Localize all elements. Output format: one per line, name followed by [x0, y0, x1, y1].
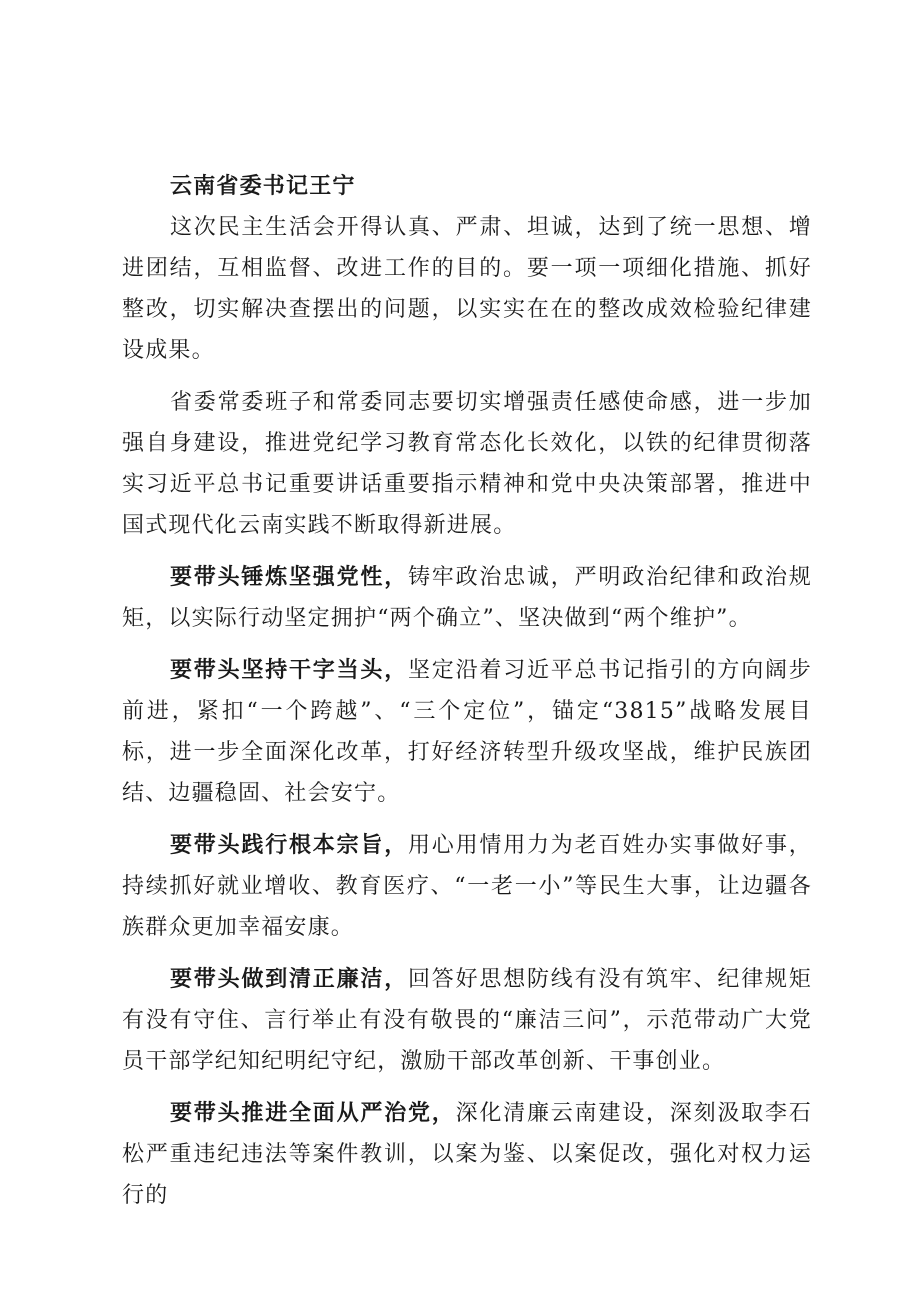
paragraph-5: [122, 825, 812, 948]
paragraph-lead: 要带头做到清正廉洁，: [170, 966, 408, 992]
paragraph-text: 回答好思想防线有没有筑牢、纪律规矩有没有守住、言行举止有没有敬畏的“廉洁三问”，示范带动广大党员干部学纪知纪明纪守纪，激励干部改革创新、干事创业。: [122, 967, 812, 1074]
paragraph-text: 铸牢政治忠诚，严明政治纪律和政治规矩，以实际行动坚定拥护“两个确立”、坚决做到“两个维护”。: [122, 565, 812, 631]
paragraph-lead: 要带头推进全面从严治党，: [170, 1100, 456, 1126]
paragraph-3: [122, 557, 812, 639]
paragraph-lead: 要带头锤炼坚强党性，: [170, 564, 408, 590]
paragraph-text: 用心用情用力为老百姓办实事做好事，持续抓好就业增收、教育医疗、“一老一小”等民生大事，让边疆各族群众更加幸福安康。: [122, 833, 812, 940]
paragraph-lead: 要带头坚持干字当头，: [170, 657, 408, 683]
paragraph-6: [122, 959, 812, 1082]
paragraph-7: [122, 1093, 812, 1216]
paragraph-text: 这次民主生活会开得认真、严肃、坦诚，达到了统一思想、增进团结，互相监督、改进工作的目的。要一项一项细化措施、抓好整改，切实解决查摆出的问题，以实实在在的整改成效检验纪律建设成果。: [122, 215, 812, 363]
paragraph-text: 坚定沿着习近平总书记指引的方向阔步前进，紧扣“一个跨越”、“三个定位”，锚定“3815”战略发展目标，进一步全面深化改革，打好经济转型升级攻坚战，维护民族团结、边疆稳固、社会安宁。: [122, 658, 812, 806]
document-heading: 云南省委书记王宁: [170, 173, 356, 199]
document-body: [122, 166, 812, 1216]
paragraph-1: [122, 207, 812, 371]
paragraph-text: 深化清廉云南建设，深刻汲取李石松严重违纪违法等案件教训，以案为鉴、以案促改，强化对权力运行的: [122, 1101, 812, 1208]
paragraph-4: [122, 650, 812, 814]
paragraph-2: [122, 382, 812, 546]
paragraph-text: 省委常委班子和常委同志要切实增强责任感使命感，进一步加强自身建设，推进党纪学习教育常态化长效化，以铁的纪律贯彻落实习近平总书记重要讲话重要指示精神和党中央决策部署，推进中国式现代化云南实践不断取得新进展。: [122, 390, 812, 538]
paragraph-lead: 要带头践行根本宗旨，: [170, 832, 408, 858]
